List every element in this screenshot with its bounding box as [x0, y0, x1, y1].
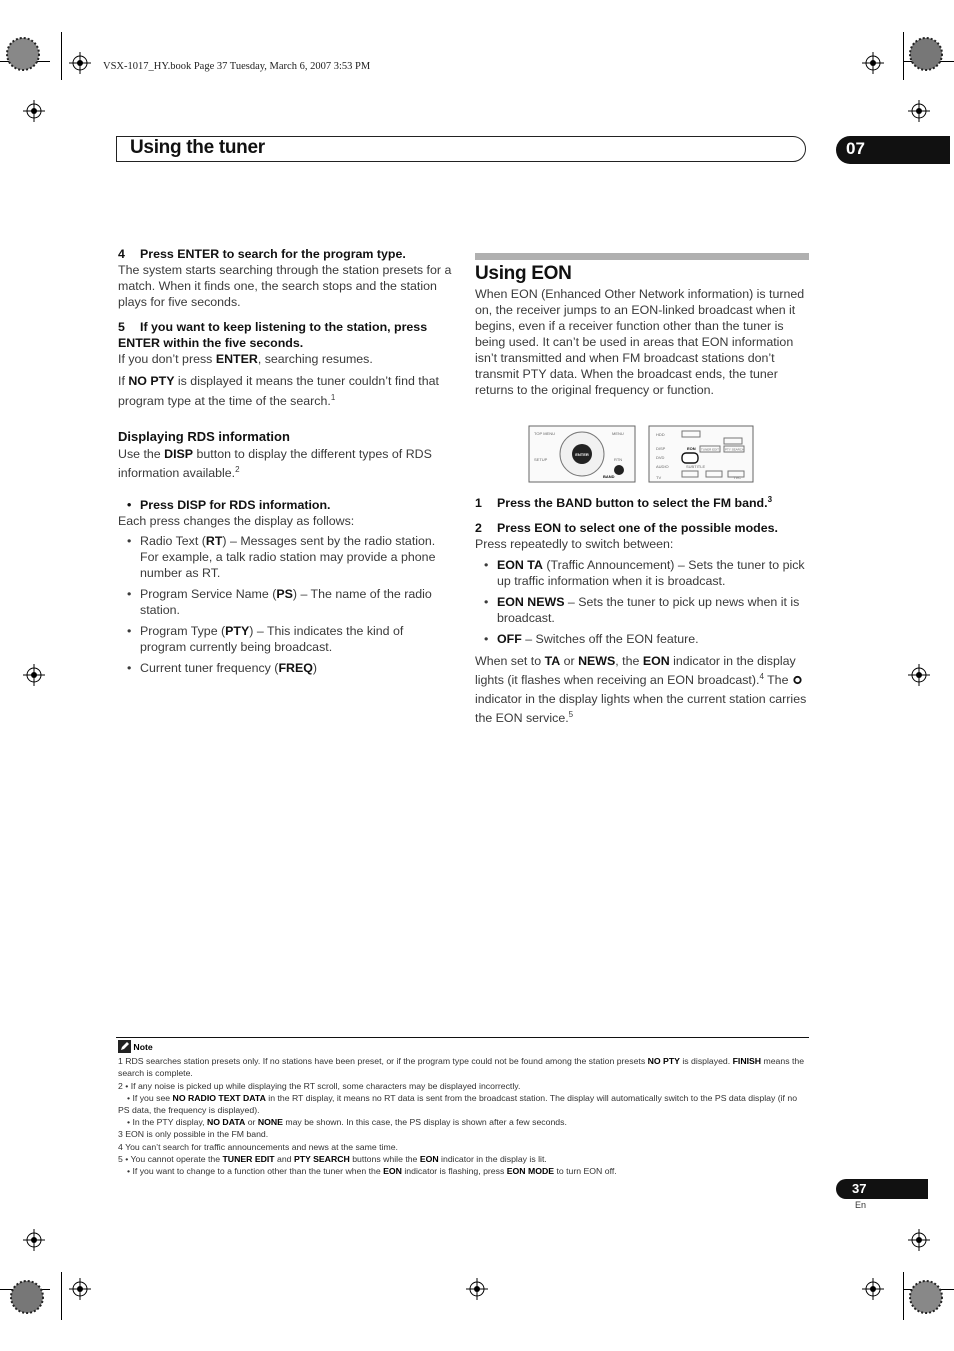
top-menu-label: TOP MENU: [534, 431, 555, 436]
eon-steps: [475, 495, 809, 728]
audio-label: AUDIO: [656, 464, 669, 469]
tvc-label: TVC: [733, 475, 741, 480]
step-5-body-1: If you don’t press ENTER, searching resumes.: [118, 352, 373, 366]
disp-label: DISP: [656, 446, 666, 451]
page-number: 37: [836, 1179, 928, 1199]
print-info: VSX-1017_HY.book Page 37 Tuesday, March 6, 2007 3:53 PM: [103, 61, 371, 72]
setup-label: SETUP: [534, 457, 548, 462]
note-4: 4 You can’t search for traffic announcements and news at the same time.: [118, 1141, 398, 1152]
note-pencil-icon: [118, 1040, 131, 1053]
note-2-3: • In the PTY display, NO DATA or NONE may be shown. In this case, the PS display is shown after a few seconds.: [127, 1117, 567, 1128]
list-item: • Program Type (PTY) – This indicates the kind of program currently being broadcast.: [118, 623, 452, 655]
note-2-1: 2 • If any noise is picked up while displaying the RT scroll, some characters may be displayed incorrectly.: [118, 1080, 521, 1091]
pty-search-label: PTY SEARCH: [725, 447, 745, 452]
hdd-label: HDD: [656, 432, 665, 437]
page-title: Using the tuner: [130, 137, 265, 158]
color-wheel-icon: [908, 1279, 944, 1315]
note-divider: [116, 1037, 809, 1038]
disp-step: [118, 497, 452, 513]
rds-display-list: [118, 533, 452, 676]
list-item: • EON NEWS – Sets the tuner to pick up news when it is broadcast.: [475, 594, 809, 626]
registration-mark-icon: [23, 100, 45, 122]
tuner-edit-label: TUNER EDIT: [701, 447, 719, 452]
section-title: Using EON: [475, 263, 572, 284]
registration-mark-icon: [862, 52, 884, 74]
remote-control-illustration: [528, 425, 754, 483]
note-heading: Note: [118, 1040, 810, 1053]
registration-mark-icon: [908, 664, 930, 686]
color-wheel-icon: [5, 36, 41, 72]
registration-mark-icon: [908, 100, 930, 122]
note-1: 1 RDS searches station presets only. If no stations have been preset, or if the program type could not be found among the station presets NO PTY is displayed. FINISH means the search is complete.: [118, 1056, 805, 1079]
eon-step-2-body: Press repeatedly to switch between:: [475, 537, 674, 551]
color-wheel-icon: [9, 1279, 45, 1315]
list-item: • Program Service Name (PS) – The name of the radio station.: [118, 586, 452, 618]
color-wheel-icon: [908, 36, 944, 72]
list-item: • EON TA (Traffic Announcement) – Sets the tuner to pick up traffic information when it is broadcast.: [475, 557, 809, 589]
section-rule: [475, 253, 809, 260]
registration-mark-icon: [23, 1229, 45, 1251]
registration-mark-icon: [23, 664, 45, 686]
rds-body: Use the DISP button to display the different types of RDS information available.$^2$: [118, 447, 432, 480]
enter-label: ENTER: [575, 452, 589, 457]
note-2-2: • If you see NO RADIO TEXT DATA in the RT display, it means no RT data is sent from the broadcast station. The display will automatically switch to the PS data display (if no PS data, the frequency is displayed).: [118, 1092, 798, 1116]
list-item: • Current tuner frequency (FREQ): [118, 660, 452, 676]
step-5-body-2: If NO PTY is displayed it means the tuner couldn’t find that program type at the time of the search.$^1$: [118, 374, 439, 408]
eon-intro: When EON (Enhanced Other Network information) is turned on, the receiver jumps to an EON-linked broadcast when it begins, even if a receiver function other than the tuner is being used. It can’t be used in areas that EON information isn’t transmitted and when FM broadcast stations don’t transmit PTY data. When the broadcast ends, the tuner returns to the original frequency or function.: [475, 287, 805, 397]
list-item: • OFF – Switches off the EON feature.: [475, 631, 809, 647]
notes-section: [118, 1040, 810, 1177]
eon-mode-list: [475, 557, 809, 647]
registration-mark-icon: [466, 1278, 488, 1300]
disp-step-item: • Press DISP for RDS information.: [118, 497, 452, 513]
step-5: 5 If you want to keep listening to the station, press ENTER within the five seconds.: [118, 320, 428, 350]
list-item: • Radio Text (RT) – Messages sent by the radio station. For example, a talk radio station may provide a phone number as RT.: [118, 533, 452, 581]
step-4: 4 Press ENTER to search for the program type.: [118, 247, 406, 261]
note-5-1: 5 • You cannot operate the TUNER EDIT and PTY SEARCH buttons while the EON indicator in the display is lit.: [118, 1153, 547, 1164]
eon-indicator-text: When set to TA or NEWS, the EON indicator in the display lights (it flashes when receiving an EON broadcast).$^4$ The indicator in the display lights when the current station carries the EON service.$^5$: [475, 654, 807, 725]
subtitle-label: SUBTITLE: [686, 464, 706, 469]
dvd-label: DVD: [656, 455, 665, 460]
rds-heading: Displaying RDS information: [118, 429, 290, 444]
band-label: BAND: [603, 474, 615, 479]
registration-mark-icon: [69, 1278, 91, 1300]
step-4-body: The system starts searching through the station presets for a match. When it finds one, the search stops and the station plays for five seconds.: [118, 263, 452, 309]
chapter-badge: 07: [836, 136, 950, 164]
left-column: [118, 246, 452, 676]
registration-mark-icon: [862, 1278, 884, 1300]
registration-mark-icon: [69, 52, 91, 74]
disp-body: Each press changes the display as follows:: [118, 514, 355, 528]
language-label: En: [855, 1200, 867, 1210]
eon-step-1: 1 Press the BAND button to select the FM band.$^3$: [475, 494, 773, 510]
tv-label: TV: [656, 475, 662, 480]
note-5-2: • If you want to change to a function other than the tuner when the EON indicator is flashing, press EON MODE to turn EON off.: [127, 1166, 617, 1177]
menu-label: MENU: [612, 431, 624, 436]
note-3: 3 EON is only possible in the FM band.: [118, 1129, 269, 1140]
registration-mark-icon: [908, 1229, 930, 1251]
rtn-label: RTN: [614, 457, 623, 462]
rds-indicator-icon: [792, 675, 803, 685]
eon-step-2: 2 Press EON to select one of the possible modes.: [475, 521, 778, 535]
eon-label: EON: [687, 446, 696, 451]
